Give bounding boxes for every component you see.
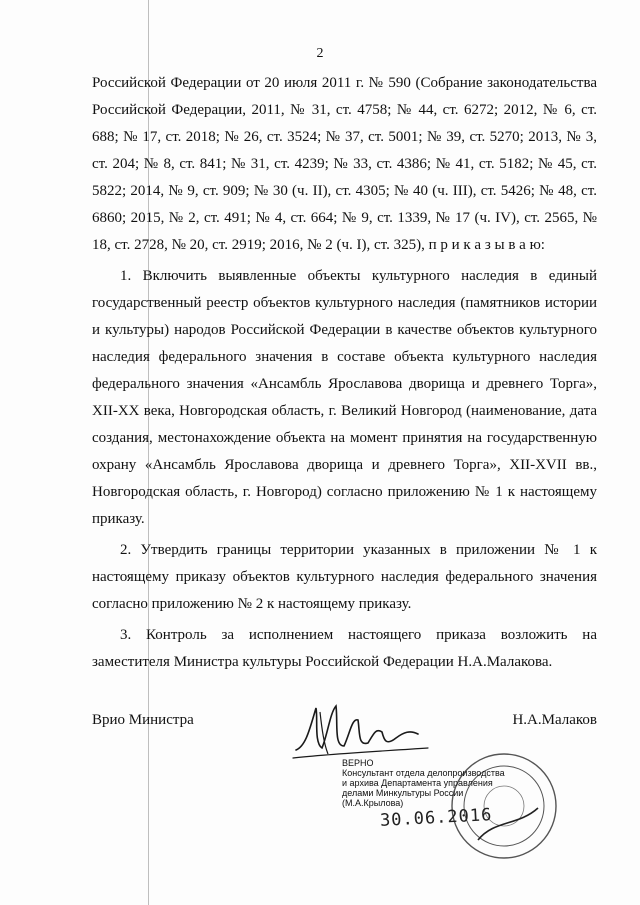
certification-line-1: Консультант отдела делопроизводства [342, 768, 505, 778]
verno-label: ВЕРНО [342, 758, 374, 768]
certification-date: 30.06.2016 [379, 805, 493, 831]
certification-line-2: и архива Департамента управления [342, 778, 493, 788]
order-item-3: 3. Контроль за исполнением настоящего приказа возложить на заместителя Министра культуры Российской Федерации Н.А.Малакова. [92, 627, 597, 670]
certification-line-3: делами Минкультуры России [342, 788, 464, 798]
order-item-2: 2. Утвердить границы территории указанных в приложении № 1 к настоящему приказу объектов культурного наследия федерального значения согласно приложению № 2 к настоящему приказу. [92, 542, 597, 612]
page-number: 2 [316, 46, 324, 61]
order-text [92, 70, 597, 676]
signatory-name: Н.А.Малаков [512, 712, 597, 728]
certification-block [342, 758, 505, 808]
order-item-1: 1. Включить выявленные объекты культурного наследия в единый государственный реестр объектов культурного наследия (памятников истории и культуры) народов Российской Федерации в качестве объектов культурного наследия федерального значения в составе объекта культурного наследия федерального значения «Ансамбль Ярославова дворища и древнего Торга», XII-XX века, Новгородская область, г. Великий Новгород (наименование, дата создания, местонахождение объекта на момент принятия на государственную охрану «Ансамбль Ярославова дворища и древнего Торга», XII-XVII вв., Новгородская область, г. Новгород) согласно приложению № 1 к настоящему приказу. [92, 268, 597, 527]
intro-paragraph: Российской Федерации от 20 июля 2011 г. № 590 (Собрание законодательства Российской Федерации, 2011, № 31, ст. 4758; № 44, ст. 6272; 2012, № 6, ст. 688; № 17, ст. 2018; № 26, ст. 3524; № 37, ст. 5001; № 39, ст. 5270; 2013, № 3, ст. 204; № 8, ст. 841; № 31, ст. 4239; № 33, ст. 4386; № 41, ст. 5182; № 45, ст. 5822; 2014, № 9, ст. 909; № 30 (ч. II), ст. 4305; № 40 (ч. III), ст. 5426; № 48, ст. 6860; 2015, № 2, ст. 491; № 4, ст. 664; № 9, ст. 1339, № 17 (ч. IV), ст. 2565, № 18, ст. 2728, № 20, ст. 2919; 2016, № 2 (ч. I), ст. 325), п р и к а з ы в а ю: [92, 75, 597, 253]
certification-line-4: (М.А.Крылова) [342, 798, 404, 808]
signatory-title: Врио Министра [92, 712, 194, 728]
